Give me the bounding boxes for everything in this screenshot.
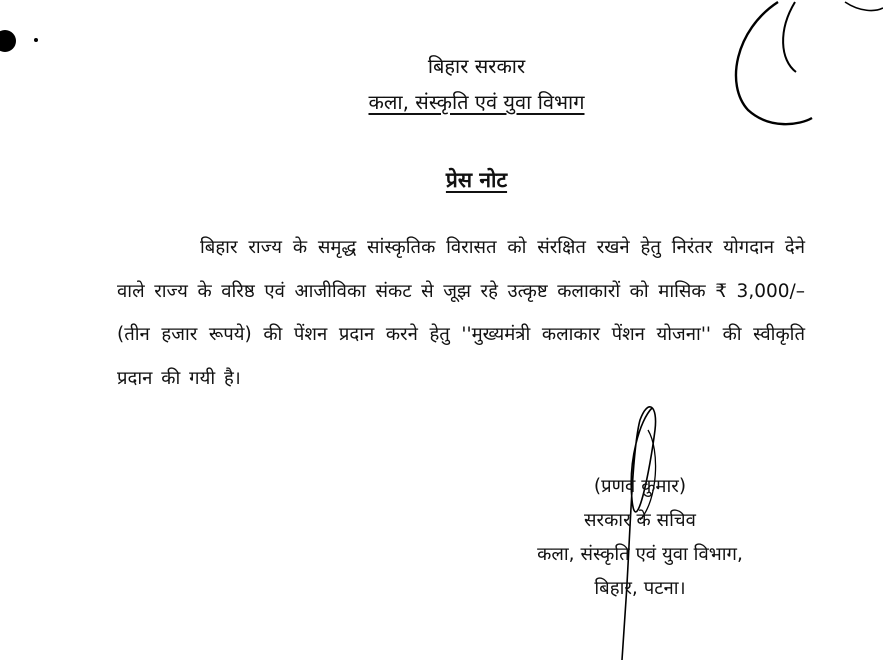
- signature-block: [470, 470, 810, 606]
- signatory-location: बिहार, पटना।: [594, 578, 686, 599]
- press-note-body: बिहार राज्य के समृद्ध सांस्कृतिक विरासत को संरक्षित रखने हेतु निरंतर योगदान देने वाले राज्य के वरिष्ठ एवं आजीविका संकट से जूझ रहे उत्कृष्ट कलाकारों को मासिक ₹ 3,000/–(तीन हजार रूपये) की पेंशन प्रदान करने हेतु ''मुख्यमंत्री कलाकार पेंशन योजना'' की स्वीकृति प्रदान की गयी है।: [117, 237, 805, 389]
- government-heading: बिहार सरकार: [427, 54, 526, 78]
- department-heading: [35, 88, 883, 115]
- department-heading-text: कला, संस्कृति एवं युवा विभाग: [368, 90, 585, 114]
- signatory-department: कला, संस्कृति एवं युवा विभाग,: [537, 544, 743, 565]
- document-title: [35, 166, 883, 194]
- signatory-name: (प्रणव कुमार): [593, 476, 687, 497]
- initial-flourish-edge: [845, 2, 883, 10]
- document-title-text: प्रेस नोट: [445, 168, 508, 192]
- signatory-designation: सरकार के सचिव: [584, 510, 696, 531]
